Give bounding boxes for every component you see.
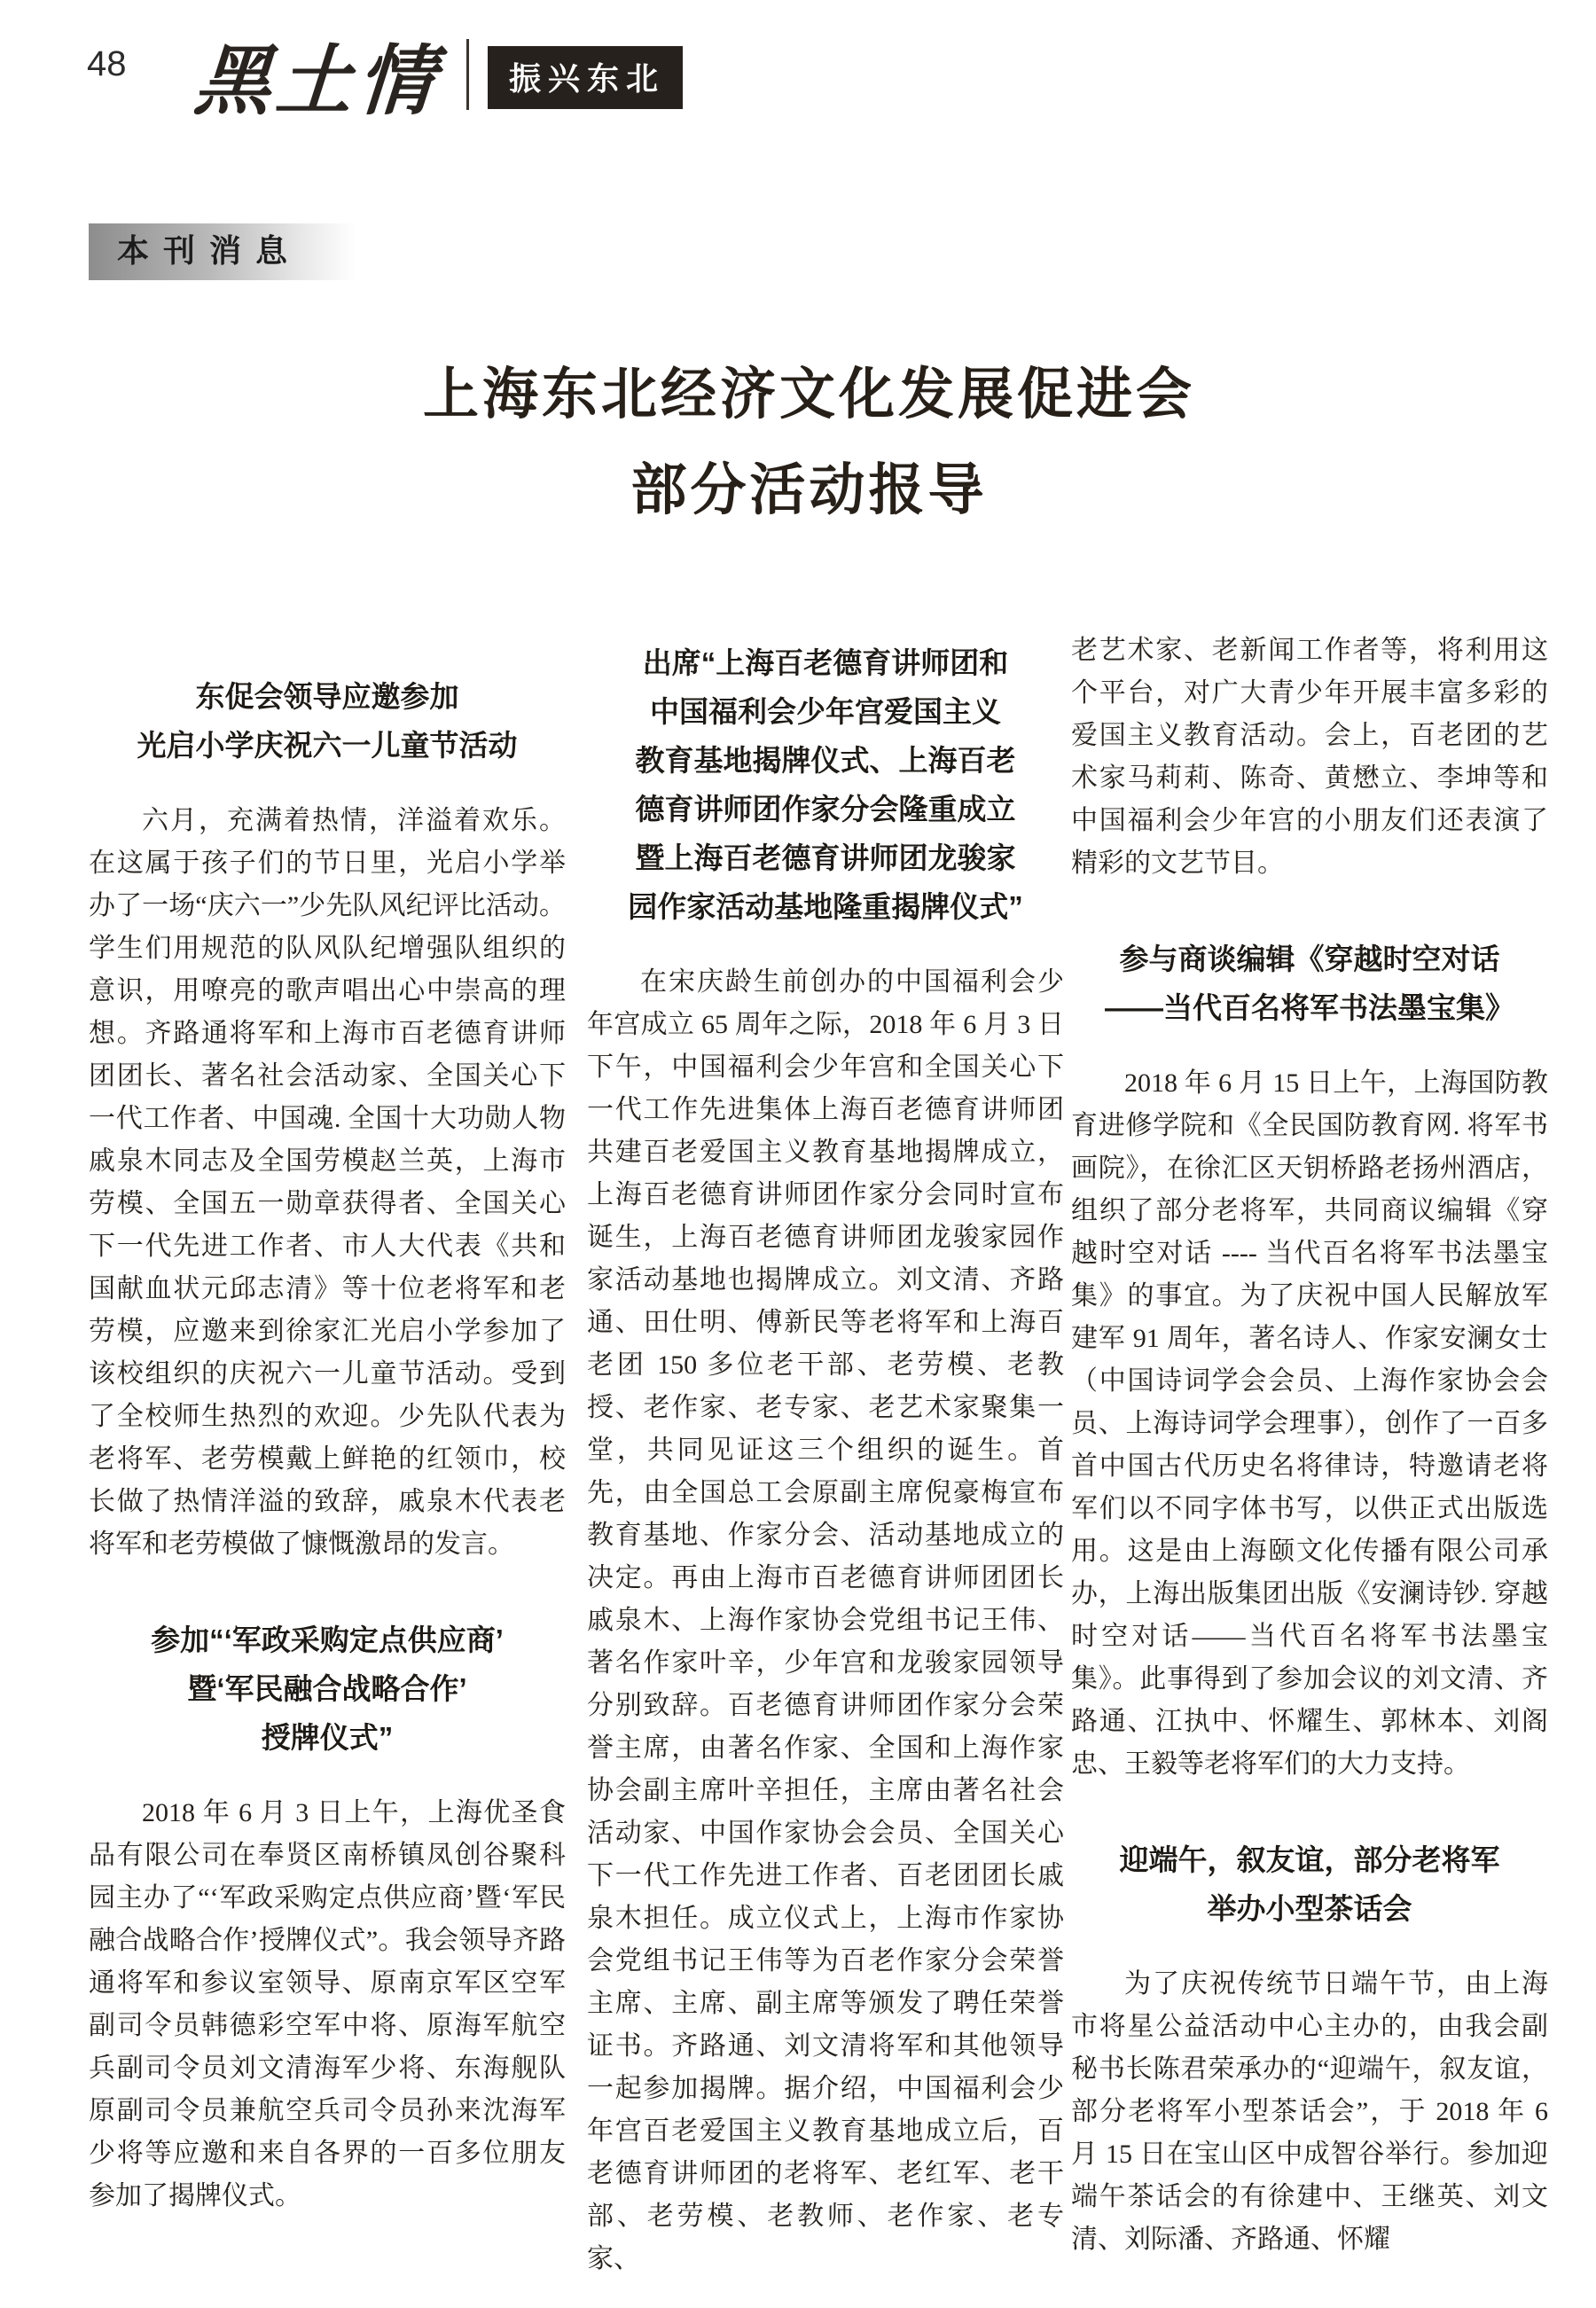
- heading-line: 授牌仪式”: [261, 1721, 394, 1754]
- heading-line: 暨上海百老德育讲师团龙骏家: [635, 841, 1016, 874]
- article-1-paragraph: 六月，充满着热情，洋溢着欢乐。在这属于孩子们的节日里，光启小学举办了一场“庆六一”少先队风纪评比活动。学生们用规范的队风队纪增强队组织的意识，用嘹亮的歌声唱出心中崇高的理想。齐路通将军和上海市百老德育讲师团团长、著名社会活动家、全国关心下一代工作者、中国魂. 全国十大功勋人物戚泉木同志及全国劳模赵兰英，上海市劳模、全国五一勋章获得者、全国关心下一代先进工作者、市人大代表《共和国献血状元邱志清》等十位老将军和老劳模，应邀来到徐家汇光启小学参加了该校组织的庆祝六一儿童节活动。受到了全校师生热烈的欢迎。少先队代表为老将军、老劳模戴上鲜艳的红领巾，校长做了热情洋溢的致辞，戚泉木代表老将军和老劳模做了慷慨激昂的发言。: [89, 806, 566, 1559]
- heading-line: ——当代百名将军书法墨宝集》: [1105, 991, 1514, 1024]
- article-3-paragraph: 在宋庆龄生前创办的中国福利会少年宫成立 65 周年之际，2018 年 6 月 3 日下午，中国福利会少年宫和全国关心下一代工作先进集体上海百老德育讲师团共建百老爱国主义教育基地揭牌成立，上海百老德育讲师团作家分会同时宣布诞生，上海百老德育讲师团龙骏家园作家活动基地也揭牌成立。刘文清、齐路通、田仕明、傅新民等老将军和上海百老团 150 多位老干部、老劳模、老教授、老作家、老专家、老艺术家聚集一堂，共同见证这三个组织的诞生。首先，由全国总工会原副主席倪豪梅宣布教育基地、作家分会、活动基地成立的决定。再由上海市百老德育讲师团团长戚泉木、上海作家协会党组书记王伟、著名作家叶辛，少年宫和龙骏家园领导分别致辞。百老德育讲师团作家分会荣誉主席，由著名作家、全国和上海作家协会副主席叶辛担任，主席由著名社会活动家、中国作家协会会员、全国关心下一代工作先进工作者、百老团团长戚泉木担任。成立仪式上，上海市作家协会党组书记王伟等为百老作家分会荣誉主席、主席、副主席等颁发了聘任荣誉证书。齐路通、刘文清将军和其他领导一起参加揭牌。据介绍，中国福利会少年宫百老爱国主义教育基地成立后，百老德育讲师团的老将军、老红军、老干部、老劳模、老教师、老作家、老专家、: [587, 967, 1064, 2273]
- header-divider: [466, 39, 469, 110]
- heading-line: 东促会领导应邀参加: [195, 680, 459, 713]
- article-4-heading: [1071, 935, 1548, 1032]
- heading-line: 出席“上海百老德育讲师团和: [642, 646, 1009, 679]
- heading-line: 德育讲师团作家分会隆重成立: [635, 793, 1016, 825]
- heading-line: 教育基地揭牌仪式、上海百老: [635, 744, 1016, 777]
- article-4-paragraph: 2018 年 6 月 15 日上午，上海国防教育进修学院和《全民国防教育网. 将军书画院》，在徐汇区天钥桥路老扬州酒店，组织了部分老将军，共同商议编辑《穿越时空对话 ---- 当代百名将军书法墨宝集》的事宜。为了庆祝中国人民解放军建军 91 周年，著名诗人、作家安澜女士（中国诗词学会会员、上海作家协会会员、上海诗词学会理事），创作了一百多首中国古代历史名将律诗，特邀请老将军们以不同字体书写，以供正式出版选用。这是由上海颐文化传播有限公司承办，上海出版集团出版《安澜诗钞. 穿越时空对话——当代百名将军书法墨宝集》。此事得到了参加会议的刘文清、齐路通、江执中、怀耀生、郭林本、刘阁忠、王毅等老将军们的大力支持。: [1071, 1068, 1548, 1779]
- article-5-paragraph: 为了庆祝传统节日端午节，由上海市将星公益活动中心主办的，由我会副秘书长陈君荣承办的“迎端午，叙友谊，部分老将军小型茶话会”，于 2018 年 6 月 15 日在宝山区中成智谷举行。参加迎端午茶话会的有徐建中、王继英、刘文清、刘际潘、齐路通、怀耀: [1071, 1969, 1548, 2254]
- heading-line: 参加“‘军政采购定点供应商’: [151, 1623, 504, 1656]
- article-3-paragraph-continued: 老艺术家、老新闻工作者等，将利用这个平台，对广大青少年开展丰富多彩的爱国主义教育活动。会上，百老团的艺术家马莉莉、陈奇、黄懋立、李坤等和中国福利会少年宫的小朋友们还表演了精彩的文艺节目。: [1071, 636, 1548, 878]
- text-column-3: [1071, 630, 1548, 2261]
- main-title-line-1: 上海东北经济文化发展促进会: [423, 364, 1195, 426]
- article-2-paragraph: 2018 年 6 月 3 日上午，上海优圣食品有限公司在奉贤区南桥镇凤创谷聚科园主办了“‘军政采购定点供应商’暨‘军民融合战略合作’授牌仪式”。我会领导齐路通将军和参议室领导、原南京军区空军副司令员韩德彩空军中将、原海军航空兵副司令员刘文清海军少将、东海舰队原副司令员兼航空兵司令员孙来沈海军少将等应邀和来自各界的一百多位朋友参加了揭牌仪式。: [89, 1798, 566, 2210]
- heading-line: 迎端午，叙友谊，部分老将军: [1119, 1843, 1500, 1876]
- section-label: 本刊消息: [89, 223, 356, 280]
- article-main-title: [71, 365, 1547, 520]
- heading-line: 光启小学庆祝六一儿童节活动: [137, 729, 518, 762]
- magazine-logo-calligraphy: 黑土情: [191, 36, 443, 126]
- heading-line: 园作家活动基地隆重揭牌仪式”: [628, 890, 1023, 923]
- heading-line: 举办小型茶话会: [1207, 1892, 1412, 1925]
- article-2-heading: [89, 1616, 566, 1762]
- text-column-1: [89, 672, 566, 2218]
- heading-line: 参与商谈编辑《穿越时空对话: [1119, 943, 1500, 975]
- page-number: 48: [87, 44, 127, 83]
- heading-line: 中国福利会少年宫爱国主义: [650, 695, 1001, 728]
- article-3-heading: [587, 638, 1064, 931]
- text-column-2: [587, 638, 1064, 2281]
- article-1-heading: [89, 672, 566, 770]
- article-5-heading: [1071, 1835, 1548, 1933]
- main-title-line-2: 部分活动报导: [630, 459, 988, 522]
- column-banner: 振兴东北: [488, 46, 683, 109]
- heading-line: 暨‘军民融合战略合作’: [187, 1672, 467, 1705]
